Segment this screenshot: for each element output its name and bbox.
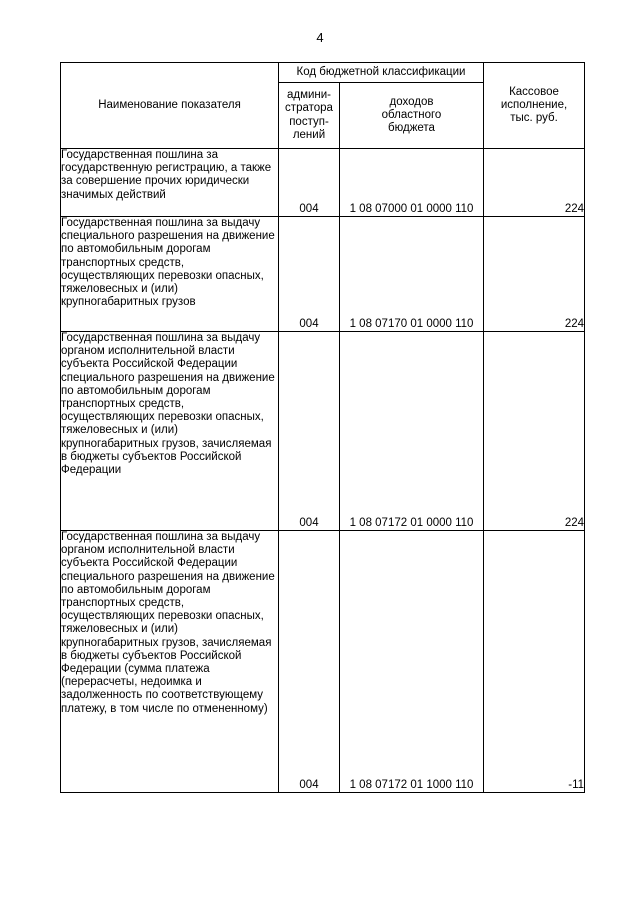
row-budget-code: 1 08 07000 01 0000 110 xyxy=(340,149,484,217)
page-number: 4 xyxy=(316,30,324,45)
header-income xyxy=(340,83,484,149)
header-code-group-label: Код бюджетной классификации xyxy=(296,65,466,78)
row-name: Государственная пошлина за выдачу специального разрешения на движение по автомобильным дорогам транспортных средств, осуществляющих перевозки опасных, тяжеловесных и (или) крупногабаритных грузов xyxy=(61,217,279,332)
budget-table xyxy=(60,62,585,793)
row-admin-code: 004 xyxy=(279,217,340,332)
table-row xyxy=(61,217,585,332)
row-admin-code: 004 xyxy=(279,332,340,531)
row-amount: 224 xyxy=(484,217,585,332)
row-amount: -11 xyxy=(484,531,585,793)
header-indicator-name xyxy=(61,63,279,149)
header-income-label: доходов областного бюджета xyxy=(381,95,442,135)
header-amount xyxy=(484,63,585,149)
row-budget-code: 1 08 07172 01 1000 110 xyxy=(340,531,484,793)
header-admin-label: админи- стратора поступ- лений xyxy=(285,89,333,141)
row-name: Государственная пошлина за выдачу органом исполнительной власти субъекта Российской Федерации специального разрешения на движение по автомобильным дорогам транспортных средств, осуществляющих перевозки опасных, тяжеловесных и (или) крупногабаритных грузов, зачисляемая в бюджеты субъектов Российской Федерации (сумма платежа (перерасчеты, недоимка и задолженность по соответствующему платежу, в том числе по отмененному) xyxy=(61,531,279,793)
table-row xyxy=(61,149,585,217)
row-amount: 224 xyxy=(484,149,585,217)
header-admin xyxy=(279,83,340,149)
header-indicator-name-label: Наименование показателя xyxy=(98,98,241,111)
row-name: Государственная пошлина за выдачу органом исполнительной власти субъекта Российской Федерации специального разрешения на движение по автомобильным дорогам транспортных средств, осуществляющих перевозки опасных, тяжеловесных и (или) крупногабаритных грузов, зачисляемая в бюджеты субъектов Российской Федерации xyxy=(61,332,279,531)
row-name: Государственная пошлина за государственную регистрацию, а также за совершение прочих юридически значимых действий xyxy=(61,149,279,217)
table-row xyxy=(61,332,585,531)
row-admin-code: 004 xyxy=(279,531,340,793)
row-amount: 224 xyxy=(484,332,585,531)
header-code-group xyxy=(279,63,484,83)
row-admin-code: 004 xyxy=(279,149,340,217)
table-row xyxy=(61,531,585,793)
row-budget-code: 1 08 07172 01 0000 110 xyxy=(340,332,484,531)
header-amount-label: Кассовое исполнение, тыс. руб. xyxy=(500,85,568,125)
row-budget-code: 1 08 07170 01 0000 110 xyxy=(340,217,484,332)
